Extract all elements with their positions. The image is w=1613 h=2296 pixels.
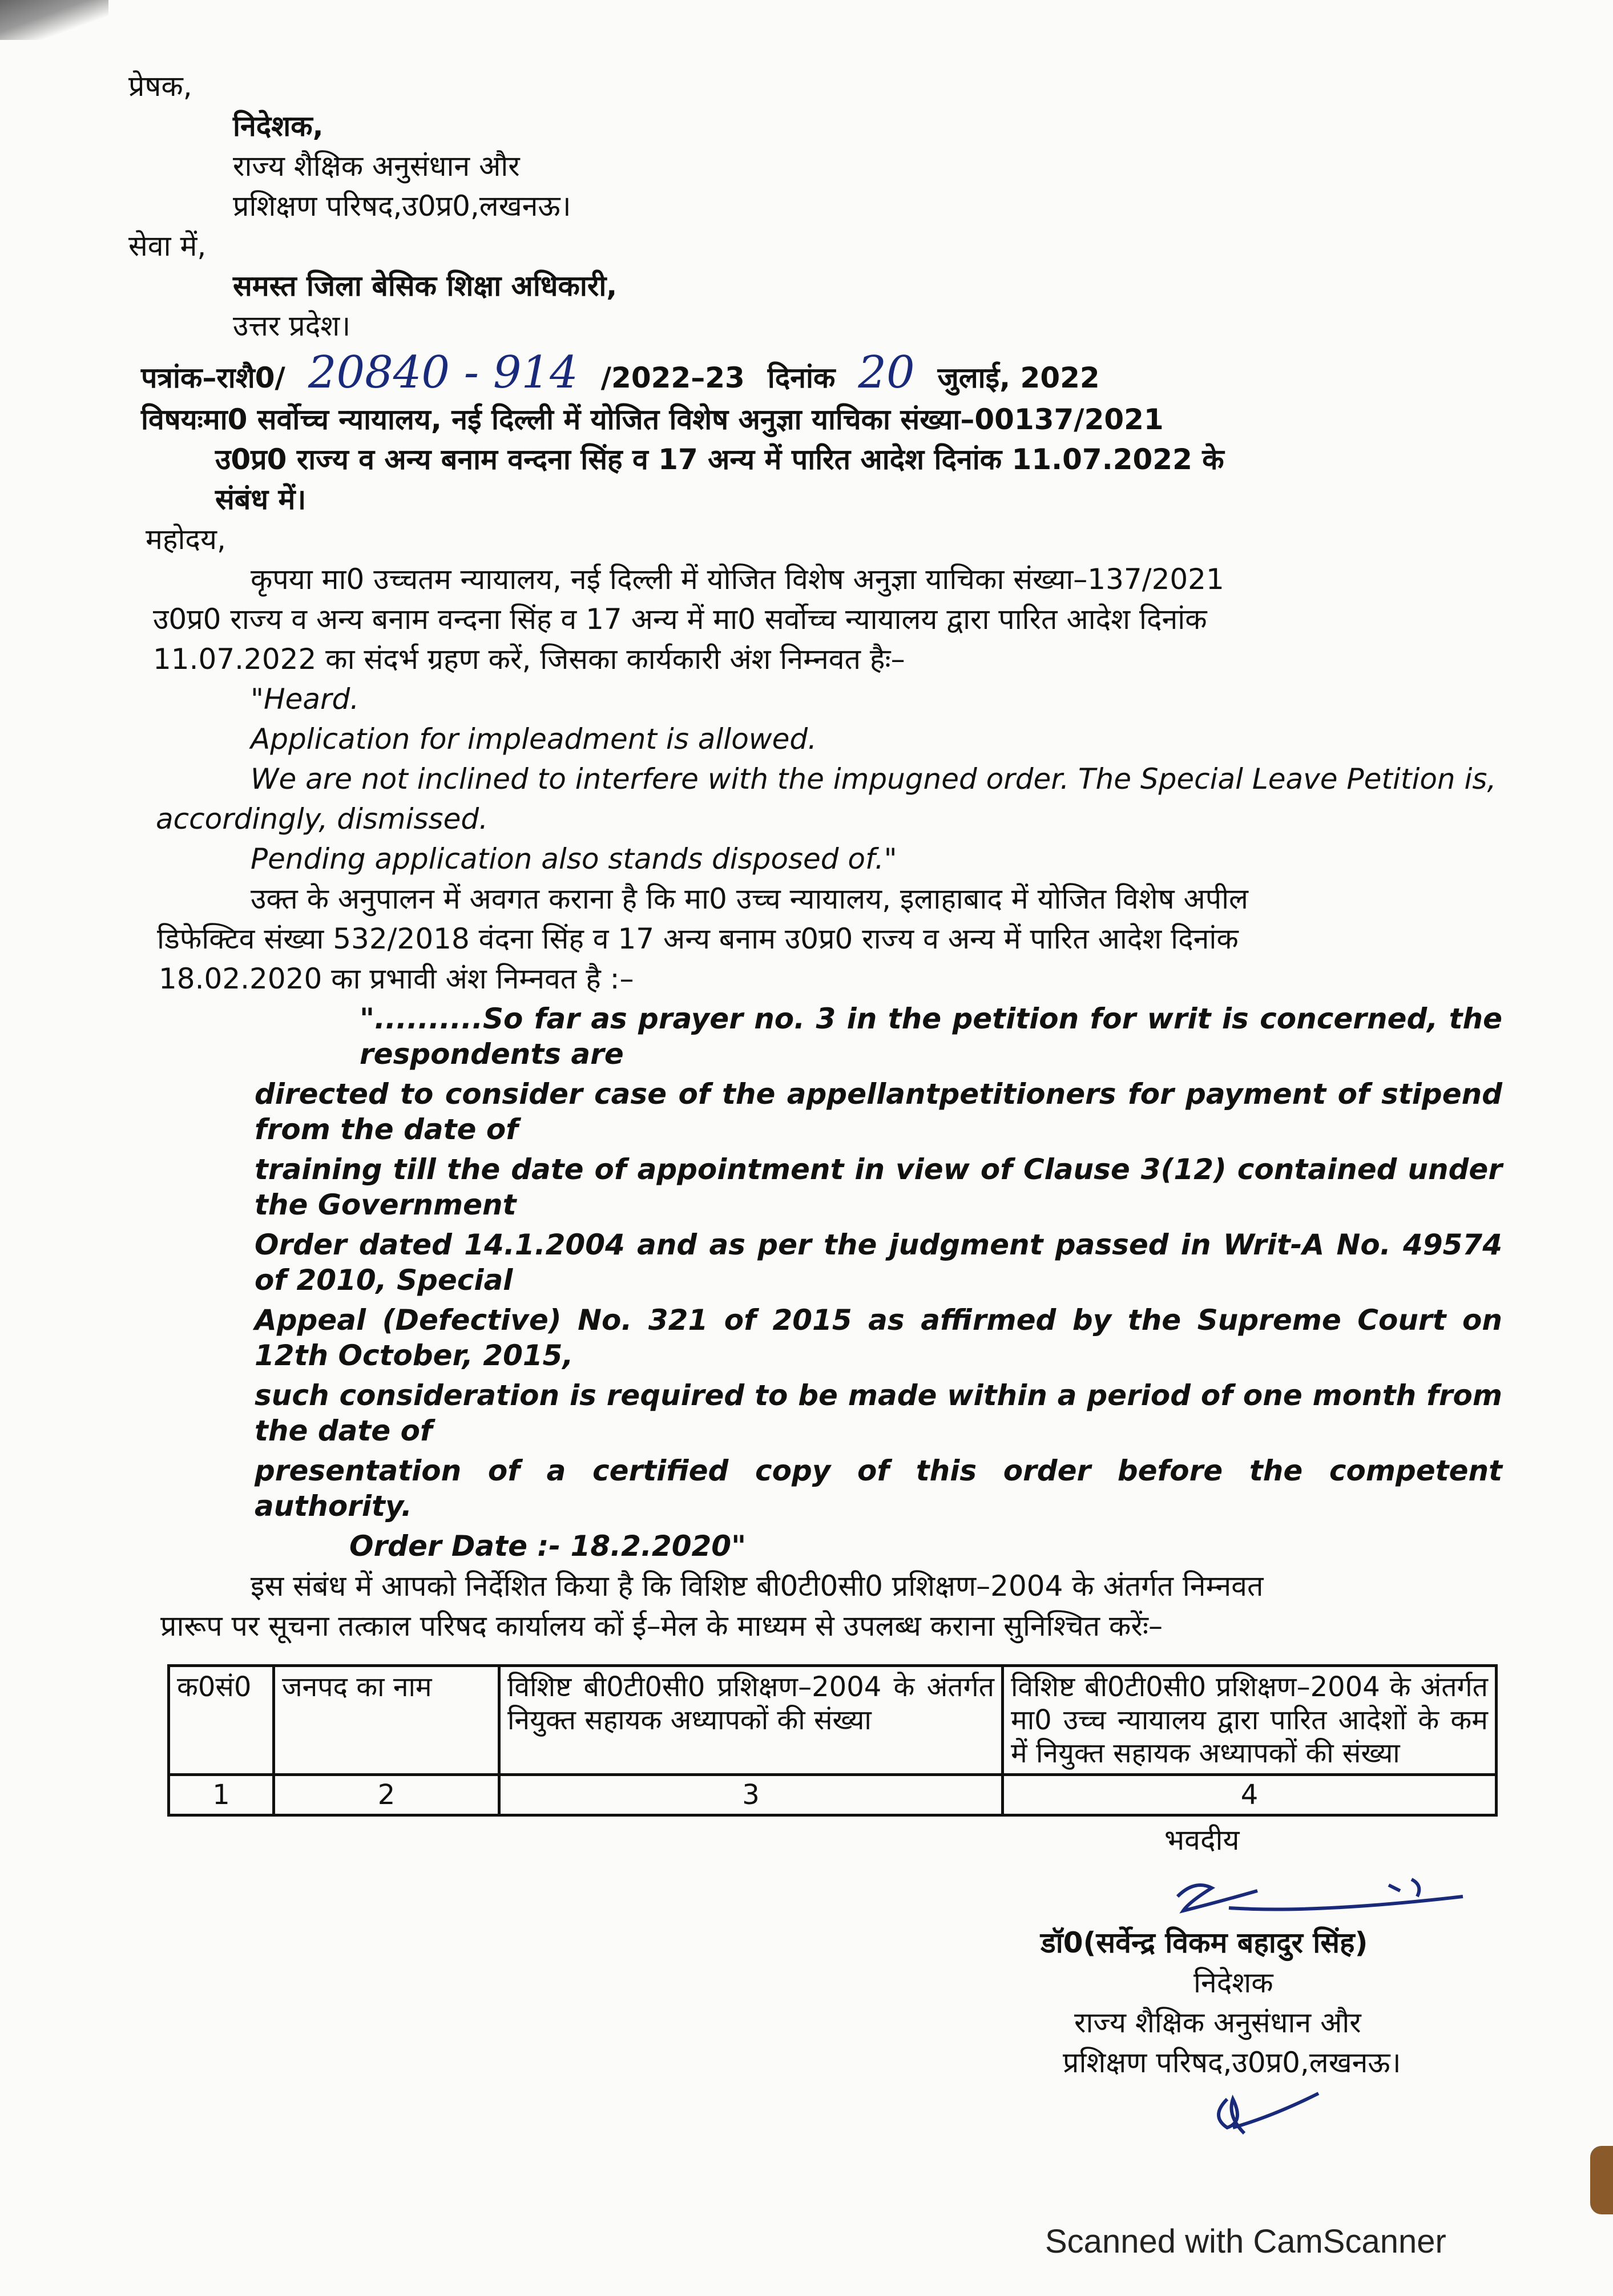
information-format-table xyxy=(167,1664,1498,1817)
quote1-line1: "Heard. xyxy=(251,683,360,716)
subject-line3: संबंध में। xyxy=(215,483,307,516)
quote1-line2: Application for impleadment is allowed. xyxy=(251,723,817,756)
camscanner-watermark: Scanned with CamScanner xyxy=(1045,2223,1446,2260)
signatory-designation: निदेशक xyxy=(1193,1966,1273,1999)
date-month-year: जुलाई, 2022 xyxy=(937,361,1100,394)
quote1-line4: accordingly, dismissed. xyxy=(156,802,488,836)
date-day-handwritten: 20 xyxy=(858,347,915,398)
quote1-line3: We are not inclined to interfere with the impugned order. The Special Leave Petition is, xyxy=(251,762,1497,796)
para1-line2: उ0प्र0 राज्य व अन्य बनाम वन्दना सिंह व 17 अन्य में मा0 सर्वोच्च न्यायालय द्वारा पारित आदेश दिनांक xyxy=(153,603,1207,636)
reference-year: /2022–23 xyxy=(600,361,745,394)
para1-line3: 11.07.2022 का संदर्भ ग्रहण करें, जिसका कार्यकारी अंश निम्नवत हैः– xyxy=(153,643,905,676)
para2-line1: उक्त के अनुपालन में अवगत कराना है कि मा0 उच्च न्यायालय, इलाहाबाद में योजित विशेष अपील xyxy=(251,882,1248,915)
signatory-name: डॉ0(सर्वेन्द्र विकम बहादुर सिंह) xyxy=(1041,1926,1368,1959)
header-court-order-teachers-count: विशिष्ट बी0टी0सी0 प्रशिक्षण–2004 के अंतर्गत मा0 उच्च न्यायालय द्वारा पारित आदेशों के कम में नियुक्त सहायक अध्यापकों की संख्या xyxy=(1003,1666,1497,1775)
table-number-row xyxy=(169,1775,1497,1815)
table-header-row xyxy=(169,1666,1497,1775)
para2-line3: 18.02.2020 का प्रभावी अंश निम्नवत है :– xyxy=(159,962,634,995)
scan-edge-artifact xyxy=(1590,2146,1613,2214)
sender-label: प्रेषक, xyxy=(128,70,192,103)
quote2-order-date: Order Date :- 18.2.2020" xyxy=(349,1530,747,1563)
quote1-line5: Pending application also stands disposed of." xyxy=(251,842,897,875)
signatory-org-line1: राज्य शैक्षिक अनुसंधान और xyxy=(1074,2006,1361,2039)
salutation: महोदय, xyxy=(146,523,226,556)
quote2-line7: presentation of a certified copy of this order before the competent authority. xyxy=(255,1454,1502,1523)
reference-line xyxy=(141,348,1502,397)
column-number-3: 3 xyxy=(499,1775,1003,1815)
para3-line2: प्रारूप पर सूचना तत्काल परिषद कार्यालय कों ई–मेल के माध्यम से उपलब्ध कराना सुनिश्चित करेंः– xyxy=(160,1609,1163,1643)
sender-org-line2: प्रशिक्षण परिषद,उ0प्र0,लखनऊ। xyxy=(233,189,571,223)
sender-org-line1: राज्य शैक्षिक अनुसंधान और xyxy=(233,150,520,183)
reference-number-handwritten: 20840 - 914 xyxy=(308,347,578,398)
subject-line1: विषयःमा0 सर्वोच्च न्यायालय, नई दिल्ली में योजित विशेष अनुज्ञा याचिका संख्या–00137/2021 xyxy=(141,403,1164,436)
column-number-2: 2 xyxy=(274,1775,499,1815)
column-number-4: 4 xyxy=(1003,1775,1497,1815)
recipient-title: समस्त जिला बेसिक शिक्षा अधिकारी, xyxy=(233,269,618,302)
header-serial-no: क0सं0 xyxy=(169,1666,274,1775)
closing-block xyxy=(1041,1822,1611,2142)
para2-line2: डिफेक्टिव संख्या 532/2018 वंदना सिंह व 17 अन्य बनाम उ0प्र0 राज्य व अन्य में पारित आदेश दिनांक xyxy=(157,922,1239,955)
quote2-line5: Appeal (Defective) No. 321 of 2015 as affirmed by the Supreme Court on 12th October, 2015, xyxy=(255,1304,1502,1372)
reference-prefix: पत्रांक–राशै0/ xyxy=(141,361,285,394)
para1-line1: कृपया मा0 उच्चतम न्यायालय, नई दिल्ली में योजित विशेष अनुज्ञा याचिका संख्या–137/2021 xyxy=(251,563,1224,596)
recipient-state: उत्तर प्रदेश। xyxy=(233,309,351,342)
column-number-1: 1 xyxy=(169,1775,274,1815)
para3-line1: इस संबंध में आपको निर्देशित किया है कि विशिष्ट बी0टी0सी0 प्रशिक्षण–2004 के अंतर्गत निम्नवत xyxy=(251,1569,1264,1603)
header-district-name: जनपद का नाम xyxy=(274,1666,499,1775)
signatory-org-line2: प्रशिक्षण परिषद,उ0प्र0,लखनऊ। xyxy=(1063,2046,1401,2079)
quote2-line1: "..........So far as prayer no. 3 in the petition for writ is concerned, the respondents are xyxy=(360,1002,1502,1071)
signature-image xyxy=(1143,1862,1497,1925)
subject-line2: उ0प्र0 राज्य व अन्य बनाम वन्दना सिंह व 17 अन्य में पारित आदेश दिनांक 11.07.2022 के xyxy=(215,443,1224,476)
date-label: दिनांक xyxy=(767,361,836,394)
recipient-label: सेवा में, xyxy=(128,229,207,263)
closing-yours: भवदीय xyxy=(1164,1823,1240,1857)
header-appointed-teachers-count: विशिष्ट बी0टी0सी0 प्रशिक्षण–2004 के अंतर्गत नियुक्त सहायक अध्यापकों की संख्या xyxy=(499,1666,1003,1775)
initials-mark xyxy=(1204,2085,1330,2142)
sender-title: निदेशक, xyxy=(233,110,324,143)
quote2-line2: directed to consider case of the appellantpetitioners for payment of stipend from the date of xyxy=(255,1078,1502,1146)
quote2-line3: training till the date of appointment in view of Clause 3(12) contained under the Government xyxy=(255,1153,1502,1221)
quote2-line6: such consideration is required to be made within a period of one month from the date of xyxy=(255,1379,1502,1447)
quote2-line4: Order dated 14.1.2004 and as per the judgment passed in Writ-A No. 49574 of 2010, Special xyxy=(255,1228,1502,1297)
